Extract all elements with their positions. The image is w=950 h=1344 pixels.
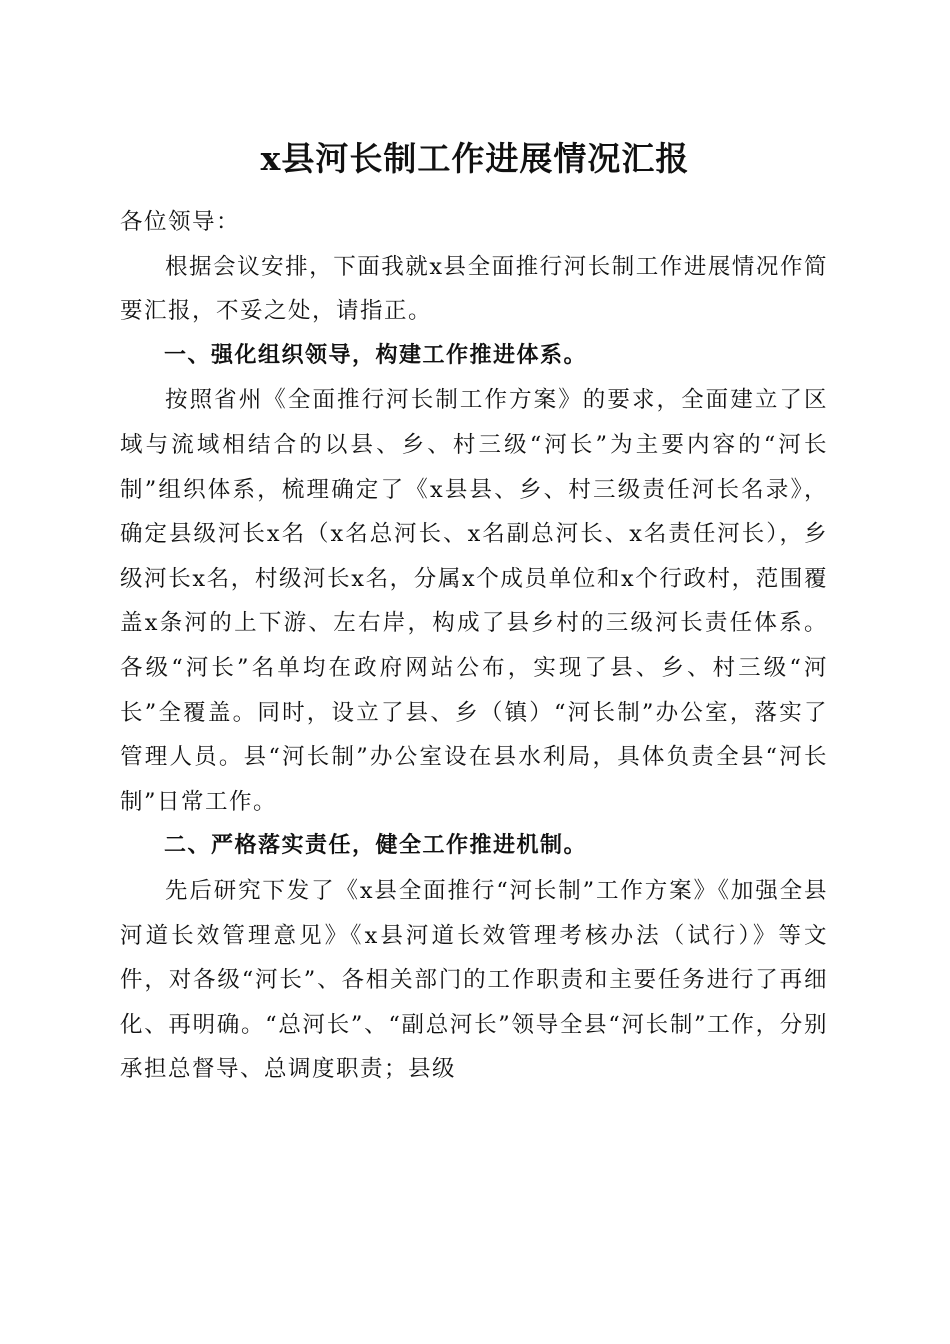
salutation: 各位领导： xyxy=(120,209,241,235)
section-heading-1: 一、强化组织领导，构建工作推进体系。 xyxy=(164,342,588,368)
section-heading-2: 二、严格落实责任，健全工作推进机制。 xyxy=(164,833,588,859)
section-paragraph-1: 按照省州《全面推行河长制工作方案》的要求，全面建立了区域与流域相结合的以县、乡、村三级“河长”为主要内容的“河长制”组织体系，梳理确定了《x县县、乡、村三级责任河长名录》，确定县级河长x名（x名总河长、x名副总河长、x名责任河长），乡级河长x名，村级河长x名，分属x个成员单位和x个行政村，范围覆盖x条河的上下游、左右岸，构成了县乡村的三级河长责任体系。各级“河长”名单均在政府网站公布，实现了县、乡、村三级“河长”全覆盖。同时，设立了县、乡（镇）“河长制”办公室，落实了管理人员。县“河长制”办公室设在县水利局，具体负责全县“河长制”日常工作。 xyxy=(120,387,828,815)
document-body xyxy=(120,200,828,1092)
intro-paragraph: 根据会议安排，下面我就x县全面推行河长制工作进展情况作简要汇报，不妥之处，请指正。 xyxy=(120,253,828,325)
section-paragraph-2: 先后研究下发了《x县全面推行“河长制”工作方案》《加强全县河道长效管理意见》《x县河道长效管理考核办法（试行）》等文件，对各级“河长”、各相关部门的工作职责和主要任务进行了再细化、再明确。“总河长”、“副总河长”领导全县“河长制”工作，分别承担总督导、总调度职责；县级 xyxy=(120,877,828,1083)
document-title: x县河长制工作进展情况汇报 xyxy=(260,139,690,178)
